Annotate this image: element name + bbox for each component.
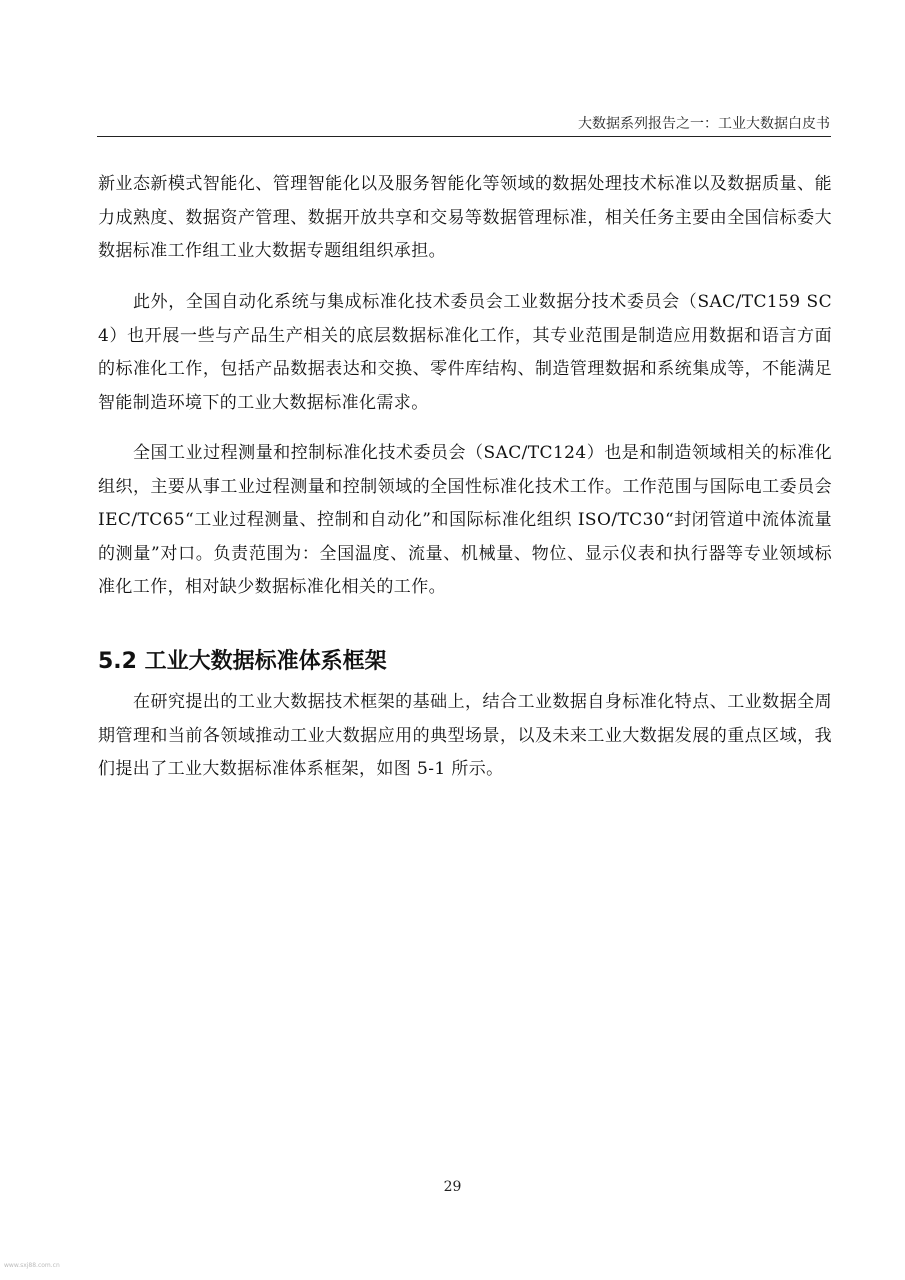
body-paragraph: 在研究提出的工业大数据技术框架的基础上，结合工业数据自身标准化特点、工业数据全周期管理和当前各领域推动工业大数据应用的典型场景，以及未来工业大数据发展的重点区域，我们提出了工业大数据标准体系框架，如图 5-1 所示。 bbox=[98, 692, 832, 779]
page-number: 29 bbox=[443, 1179, 462, 1195]
body-paragraph: 全国工业过程测量和控制标准化技术委员会（SAC/TC124）也是和制造领域相关的标准化组织，主要从事工业过程测量和控制领域的全国性标准化技术工作。工作范围与国际电工委员会 IEC/TC65“工业过程测量、控制和自动化”和国际标准化组织 ISO/TC30“封闭管道中流体流量的测量”对口。负责范围为：全国温度、流量、机械量、物位、显示仪表和执行器等专业领域标准化工作，相对缺少数据标准化相关的工作。 bbox=[98, 443, 832, 597]
watermark-text: www.sxj88.com.cn bbox=[4, 1262, 60, 1269]
section-heading: 5.2 工业大数据标准体系框架 bbox=[98, 649, 387, 674]
body-paragraph: 新业态新模式智能化、管理智能化以及服务智能化等领域的数据处理技术标准以及数据质量、能力成熟度、数据资产管理、数据开放共享和交易等数据管理标准，相关任务主要由全国信标委大数据标准工作组工业大数据专题组组织承担。 bbox=[98, 174, 832, 261]
body-paragraph: 此外，全国自动化系统与集成标准化技术委员会工业数据分技术委员会（SAC/TC159 SC4）也开展一些与产品生产相关的底层数据标准化工作，其专业范围是制造应用数据和语言方面的标准化工作，包括产品数据表达和交换、零件库结构、制造管理数据和系统集成等，不能满足智能制造环境下的工业大数据标准化需求。 bbox=[98, 292, 832, 413]
running-header: 大数据系列报告之一：工业大数据白皮书 bbox=[578, 116, 830, 132]
header-divider bbox=[97, 136, 831, 137]
